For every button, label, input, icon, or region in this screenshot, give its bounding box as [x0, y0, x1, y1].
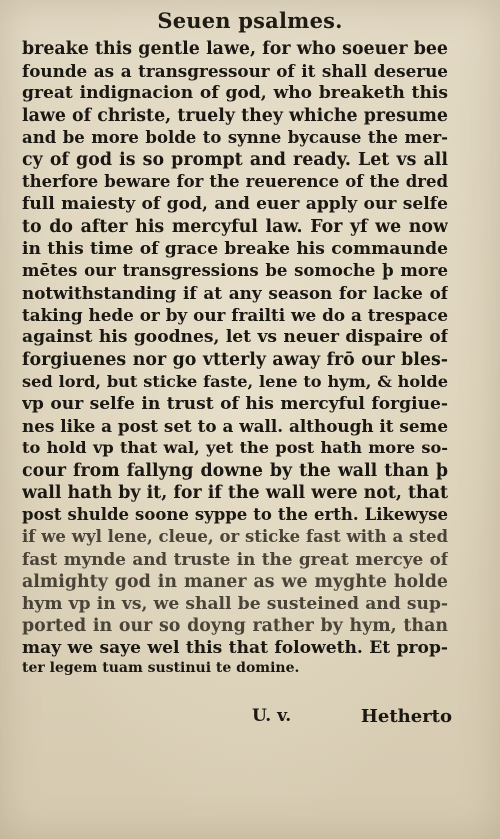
text-line: post shulde soone syppe to the erth. Likewyse: [22, 504, 448, 524]
text-line: nes like a post set to a wall. although it seme: [22, 416, 448, 437]
running-head: Seuen psalmes.: [157, 8, 343, 33]
text-line: hym vp in vs, we shall be susteined and sup-: [22, 593, 448, 614]
text-line: forgiuenes nor go vtterly away frō our bles-: [22, 349, 448, 370]
text-block: [22, 38, 448, 677]
text-line: to do after his mercyful law. For yf we now: [22, 216, 448, 237]
text-line: ter legem tuam sustinui te domine.: [22, 660, 300, 677]
text-line: if we wyl lene, cleue, or sticke fast with a sted: [22, 527, 448, 547]
text-line: lawe of christe, truely they whiche presume: [22, 105, 448, 126]
text-line: great indignacion of god, who breaketh this: [22, 83, 448, 104]
text-line: ported in our so doyng rather by hym, than: [22, 615, 448, 636]
text-line: wall hath by it, for if the wall were not, that: [22, 482, 448, 503]
text-line: against his goodnes, let vs neuer dispaire of: [22, 327, 448, 348]
text-line: cy of god is so prompt and ready. Let vs all: [22, 149, 448, 170]
text-line: fast mynde and truste in the great mercye of: [22, 549, 448, 570]
text-line: notwithstanding if at any season for lacke of: [22, 283, 448, 304]
text-line: to hold vp that wal, yet the post hath more so-: [22, 438, 448, 458]
text-line: mētes our transgressions be somoche þ more: [22, 260, 448, 280]
text-line: breake this gentle lawe, for who soeuer bee: [22, 39, 448, 59]
text-line: full maiesty of god, and euer apply our selfe: [22, 194, 448, 215]
text-line: cour from fallyng downe by the wall than þ: [22, 460, 448, 481]
text-line: sed lord, but sticke faste, lene to hym, & holde: [22, 371, 448, 391]
text-line: taking hede or by our frailti we do a trespace: [22, 305, 448, 326]
text-line: founde as a transgressour of it shall deserue: [22, 61, 448, 82]
text-line: vp our selfe in trust of his mercyful forgiue-: [22, 394, 448, 414]
page-footer: [22, 706, 452, 730]
text-line: and be more bolde to synne bycause the mer-: [22, 127, 448, 147]
signature-mark: U. v.: [252, 706, 292, 726]
text-line: therfore beware for the reuerence of the dred: [22, 172, 448, 192]
catchword: Hetherto: [360, 706, 452, 727]
text-line: in this time of grace breake his commaunde: [22, 238, 448, 259]
text-line: may we saye wel this that foloweth. Et prop-: [22, 638, 448, 659]
text-line: almighty god in maner as we myghte holde: [22, 571, 448, 592]
